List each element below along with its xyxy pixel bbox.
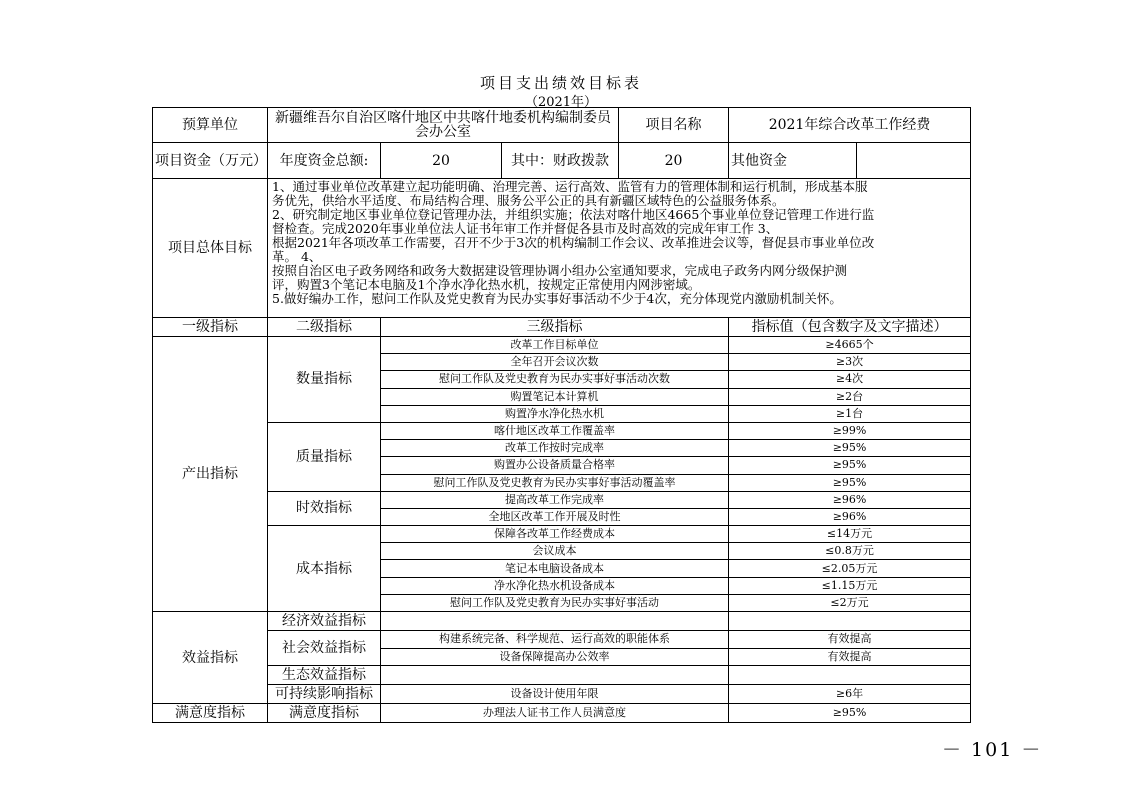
page-number: － 101 － [942,739,1043,761]
project-name-label: 项目名称 [619,108,729,143]
indicator-name: 净水净化热水机设备成本 [381,577,729,594]
table-title: 项目支出绩效目标表 [479,74,642,92]
indicator-name: 提高改革工作完成率 [381,491,729,508]
indicator-value: ≥2台 [729,388,971,405]
indicator-value: ≤2.05万元 [729,560,971,577]
annual-total-label: 年度资金总额: [268,143,381,179]
indicator-value: ≥99% [729,422,971,439]
sustainable-indicator-label: 可持续影响指标 [268,685,381,704]
objective-line: 根据2021年各项改革工作需要，召开不少于3次的机构编制工作会议、改革推进会议等，督促县市事业单位改 [272,235,875,250]
indicator-name: 喀什地区改革工作覆盖率 [381,422,729,439]
indicator-name: 慰问工作队及党史教育为民办实事好事活动 [381,594,729,611]
indicator-value: ≥6年 [729,685,971,704]
funds-label: 项目资金（万元） [153,143,268,179]
indicator-value: ≥4665个 [729,337,971,354]
objective-line: 务优先，供给水平适度、布局结构合理、服务公平公正的具有新疆区域特色的公益服务体系。 [272,193,785,208]
indicator-value: ≥4次 [729,371,971,388]
fiscal-label: 其中：财政拨款 [502,143,619,179]
indicator-value: ≤0.8万元 [729,543,971,560]
social-indicator-label: 社会效益指标 [268,631,381,666]
objective-line: 评，购置3个笔记本电脑及1个净水净化热水机，按规定正常使用内网涉密域。 [272,277,701,292]
indicator-name [381,612,729,631]
indicator-value: ≤2万元 [729,594,971,611]
indicator-name: 购置笔记本计算机 [381,388,729,405]
header-level3: 三级指标 [381,318,729,337]
project-name-value: 2021年综合改革工作经费 [729,108,971,143]
indicator-value [729,666,971,685]
quantity-indicator-label: 数量指标 [268,337,381,423]
indicator-name: 设备设计使用年限 [381,685,729,704]
fiscal-value: 20 [619,143,729,179]
ecological-indicator-label: 生态效益指标 [268,666,381,685]
budget-unit-value: 新疆维吾尔自治区喀什地区中共喀什地委机构编制委员会办公室 [268,108,619,143]
indicator-value [729,612,971,631]
objective-line: 5.做好编办工作，慰问工作队及党史教育为民办实事好事活动不少于4次，充分体现党内激励机制关怀。 [272,291,842,306]
output-indicator-label: 产出指标 [153,337,268,612]
objective-line: 1、通过事业单位改革建立起功能明确、治理完善、运行高效、监管有力的管理体制和运行机制，形成基本服 [272,179,868,194]
indicator-value: ≤14万元 [729,526,971,543]
objective-line: 督检查。完成2020年事业单位法人证书年审工作并督促各县市及时高效的完成年审工作 3、 [272,221,779,236]
budget-unit-label: 预算单位 [153,108,268,143]
indicator-name: 慰问工作队及党史教育为民办实事好事活动覆盖率 [381,474,729,491]
indicator-name: 改革工作按时完成率 [381,440,729,457]
indicator-value: ≤1.15万元 [729,577,971,594]
indicator-name: 设备保障提高办公效率 [381,648,729,666]
annual-total-value: 20 [381,143,502,179]
indicator-name: 会议成本 [381,543,729,560]
indicator-name: 全年召开会议次数 [381,354,729,371]
satisfaction-indicator-label: 满意度指标 [153,704,268,723]
indicator-name: 购置净水净化热水机 [381,405,729,422]
header-value: 指标值（包含数字及文字描述） [729,318,971,337]
benefit-indicator-label: 效益指标 [153,612,268,704]
cost-indicator-label: 成本指标 [268,526,381,612]
indicator-value: ≥95% [729,474,971,491]
indicator-name: 构建系统完备、科学规范、运行高效的职能体系 [381,631,729,649]
objective-line: 2、研究制定地区事业单位登记管理办法，并组织实施；依法对喀什地区4665个事业单位登记管理工作进行监 [272,207,875,222]
indicator-value: ≥95% [729,704,971,723]
objective-line: 革。 4、 [272,249,322,264]
objective-label: 项目总体目标 [153,179,268,318]
economic-indicator-label: 经济效益指标 [268,612,381,631]
objective-line: 按照自治区电子政务网络和政务大数据建设管理协调小组办公室通知要求，完成电子政务内网分级保护测 [272,263,848,278]
indicator-value: ≥96% [729,491,971,508]
indicator-value: ≥3次 [729,354,971,371]
other-funds-value [857,143,971,179]
indicator-value: 有效提高 [729,648,971,666]
table-year: （2021年） [524,95,598,110]
indicator-value: ≥1台 [729,405,971,422]
indicator-value: ≥95% [729,440,971,457]
indicator-name: 全地区改革工作开展及时性 [381,508,729,525]
other-funds-label: 其他资金 [729,143,857,179]
header-level1: 一级指标 [153,318,268,337]
performance-target-table [152,107,971,723]
indicator-name: 笔记本电脑设备成本 [381,560,729,577]
indicator-name: 慰问工作队及党史教育为民办实事好事活动次数 [381,371,729,388]
indicator-name: 办理法人证书工作人员满意度 [381,704,729,723]
timeliness-indicator-label: 时效指标 [268,491,381,525]
indicator-name: 购置办公设备质量合格率 [381,457,729,474]
header-level2: 二级指标 [268,318,381,337]
quality-indicator-label: 质量指标 [268,422,381,491]
satisfaction-sub-label: 满意度指标 [268,704,381,723]
indicator-name [381,666,729,685]
objective-text [268,179,971,318]
indicator-value: ≥95% [729,457,971,474]
indicator-value: 有效提高 [729,631,971,649]
indicator-value: ≥96% [729,508,971,525]
indicator-name: 改革工作目标单位 [381,337,729,354]
indicator-name: 保障各改革工作经费成本 [381,526,729,543]
